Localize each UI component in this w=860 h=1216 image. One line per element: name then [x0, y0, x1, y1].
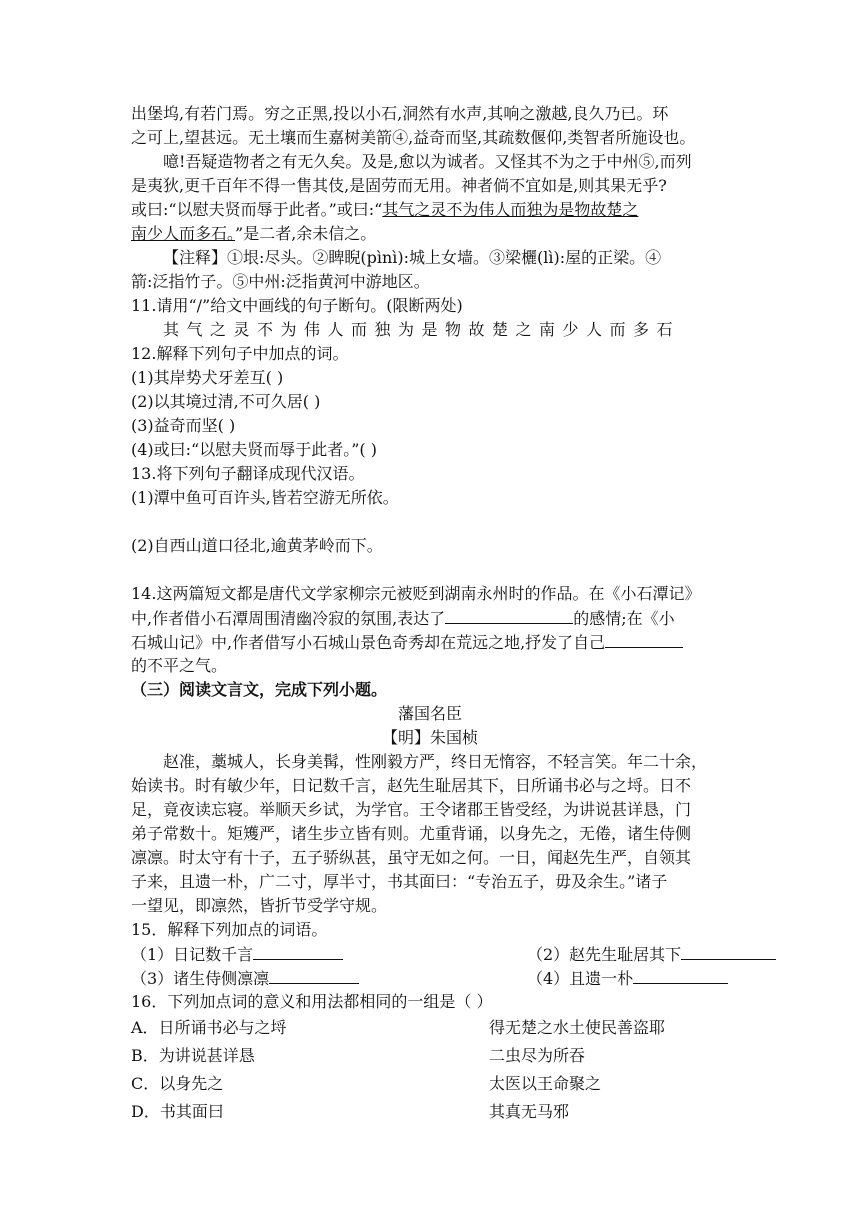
question-15-row [131, 943, 751, 966]
text-span: 中,作者借小石潭周围清幽冷寂的氛围,表达了 [131, 609, 446, 628]
option-d-left: D．书其面曰 [131, 1102, 224, 1121]
option-b-left: B．为讲说甚详恳 [131, 1046, 255, 1065]
question-15-item: （3）诸生侍侧凛凛 [131, 969, 270, 988]
underlined-sentence: 其气之灵不为伟人而独为是物故楚之 [382, 200, 639, 219]
question-16-option [131, 1017, 751, 1039]
passage-line: 弟子常数十。矩矱严，诸生步立皆有则。尤重背诵，以身先之，无倦，诸生侍侧 [131, 824, 692, 843]
question-16-option [131, 1073, 751, 1095]
text-line [131, 223, 376, 245]
text-line: 是夷狄,更千百年不得一售其伎,是固劳而无用。神者倘不宜如是,则其果无乎? [131, 176, 667, 195]
text-line [131, 199, 638, 221]
option-c-left: C．以身先之 [131, 1074, 224, 1093]
question-13-item: (1)潭中鱼可百许头,皆若空游无所依。 [131, 488, 399, 507]
question-15-row [131, 967, 751, 990]
question-13-item: (2)自西山道口径北,逾黄茅岭而下。 [131, 536, 383, 555]
question-14-line: 的不平之气。 [131, 656, 228, 675]
question-12: 12.解释下列句子中加点的词。 [131, 344, 349, 363]
option-d-right: 其真无马邪 [489, 1102, 570, 1121]
passage-line: 赵准，藁城人，长身美髯，性刚毅方严，终日无惰容，不轻言笑。年二十余， [163, 752, 708, 771]
text-span: 或曰: [131, 200, 169, 219]
question-16-option [131, 1101, 751, 1123]
passage-line: 始读书。时有敏少年，日记数千言，赵先生耻居其下，日所诵书必与之埒。日不 [131, 776, 692, 795]
option-b-right: 二虫尽为所吞 [489, 1046, 586, 1065]
section-heading: （三）阅读文言文，完成下列小题。 [131, 680, 388, 699]
question-12-item: (2)以其境过清,不可久居( ) [131, 392, 321, 411]
passage-line: 足，竟夜读忘寝。举顺天乡试，为学官。王令诸郡王皆受经，为讲说甚详恳，门 [131, 800, 692, 819]
question-15-item: （2）赵先生耻居其下 [527, 945, 682, 964]
question-13: 13.将下列句子翻译成现代汉语。 [131, 464, 365, 483]
annotation-line: 【注释】①垠:尽头。②睥睨(pìnì):城上女墙。③梁欐(lì):屋的正梁。④ [163, 248, 662, 267]
text-line: 之可上,望甚远。无土壤而生嘉树美箭④,益奇而坚,其疏数偃仰,类智者所施设也。 [131, 128, 696, 147]
question-14-line [131, 631, 683, 654]
question-12-item: (1)其岸势犬牙差互( ) [131, 368, 284, 387]
text-line: 噫!吾疑造物者之有无久矣。及是,愈以为诚者。又怪其不为之于中州⑤,而列 [163, 152, 692, 171]
underlined-sentence: 南少人而多石。 [131, 224, 236, 243]
text-line: 出堡坞,有若门焉。穷之正黑,投以小石,洞然有水声,其响之激越,良久乃已。环 [131, 104, 669, 123]
question-12-item: (3)益奇而坚( ) [131, 416, 236, 435]
passage-title: 藩国名臣 [397, 704, 462, 723]
option-c-right: 太医以王命聚之 [489, 1074, 602, 1093]
question-12-item: (4)或曰:“以慰夫贤而辱于此者。”( ) [131, 440, 377, 459]
option-a-left: A．日所诵书必与之埒 [131, 1018, 287, 1037]
answer-blank[interactable] [269, 967, 359, 984]
passage-line: 子来，且遗一朴，广二寸，厚半寸，书其面曰：“专治五子，毋及余生。”诸子 [131, 872, 668, 891]
answer-blank[interactable] [681, 943, 776, 960]
answer-blank[interactable] [445, 607, 573, 624]
text-span: ”是二者,余未信之。 [235, 224, 377, 243]
answer-blank[interactable] [253, 943, 343, 960]
question-16-option [131, 1045, 751, 1067]
text-span: 的感情;在《小 [573, 609, 675, 628]
passage-author: 【明】朱国桢 [381, 728, 478, 747]
question-14: 14.这两篇短文都是唐代文学家柳宗元被贬到湖南永州时的作品。在《小石潭记》 [131, 584, 701, 603]
question-15-item-wrap [527, 967, 728, 990]
answer-blank[interactable] [633, 967, 728, 984]
text-span: “以慰夫贤而辱于此者。”或曰:“ [168, 200, 383, 219]
question-11-sentence: 其气之灵不为伟人而独为是物故楚之南少人而多石 [163, 320, 681, 339]
text-span: 石城山记》中,作者借写小石城山景色奇秀却在荒远之地,抒发了自己 [131, 633, 606, 652]
passage-line: 凛凛。时太守有十子，五子骄纵甚，虽守无如之何。一日，闻赵先生严，自领其 [131, 848, 692, 867]
question-15: 15．解释下列加点的词语。 [131, 920, 328, 939]
passage-line: 一望见，即凛然，皆折节受学守规。 [131, 896, 388, 915]
question-15-item: （1）日记数千言 [131, 945, 254, 964]
annotation-line: 箭:泛指竹子。⑤中州:泛指黄河中游地区。 [131, 272, 430, 291]
question-11: 11.请用“/”给文中画线的句子断句。(限断两处) [131, 296, 463, 315]
option-a-right: 得无楚之水土使民善盗耶 [489, 1018, 666, 1037]
answer-blank[interactable] [605, 631, 683, 648]
question-15-item: （4）且遗一朴 [527, 969, 634, 988]
question-14-line [131, 607, 675, 630]
question-15-item-wrap [527, 943, 776, 966]
question-16: 16．下列加点词的意义和用法都相同的一组是（ ） [131, 992, 493, 1011]
